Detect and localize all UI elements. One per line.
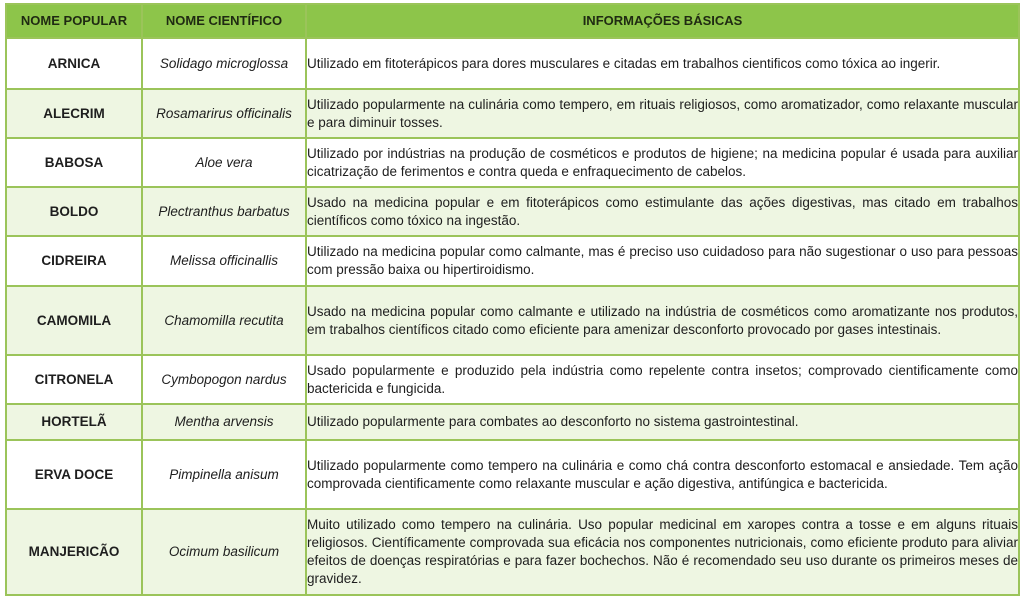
popular-name-cell: ARNICA — [6, 38, 142, 89]
popular-name-cell: ALECRIM — [6, 89, 142, 138]
table-row — [6, 138, 1019, 187]
table-row — [6, 38, 1019, 89]
popular-name-cell: BABOSA — [6, 138, 142, 187]
header-popular-name: NOME POPULAR — [6, 4, 142, 38]
scientific-name-cell: Ocimum basilicum — [142, 509, 306, 595]
table-row — [6, 89, 1019, 138]
scientific-name-cell: Solidago microglossa — [142, 38, 306, 89]
scientific-name-cell: Mentha arvensis — [142, 404, 306, 440]
table-row — [6, 286, 1019, 355]
header-scientific-name: NOME CIENTÍFICO — [142, 4, 306, 38]
scientific-name-cell: Melissa officinallis — [142, 236, 306, 286]
scientific-name-cell: Plectranthus barbatus — [142, 187, 306, 236]
popular-name-cell: BOLDO — [6, 187, 142, 236]
popular-name-cell: MANJERICÃO — [6, 509, 142, 595]
popular-name-cell: CAMOMILA — [6, 286, 142, 355]
table-row — [6, 187, 1019, 236]
basic-info-cell: Usado popularmente e produzido pela indústria como repelente contra insetos; comprovado cientificamente como bactericida e fungicida. — [306, 355, 1019, 404]
scientific-name-cell: Rosamarirus officinalis — [142, 89, 306, 138]
table-row — [6, 355, 1019, 404]
plants-table — [5, 3, 1020, 596]
table-header — [6, 4, 1019, 38]
basic-info-cell: Usado na medicina popular como calmante e utilizado na indústria de cosméticos como aromatizante nos produtos, em trabalhos científicos citado como eficiente para amenizar desconforto provocado por gases intestinais. — [306, 286, 1019, 355]
basic-info-cell: Muito utilizado como tempero na culinária. Uso popular medicinal em xaropes contra a tosse e em alguns rituais religiosos. Científicamente comprovada sua eficácia nos componentes nutricionais, como eficiente produto para aliviar efeitos de doenças respiratórias e para fazer bochechos. Não é recomendado seu uso durante os primeiros meses de gravidez. — [306, 509, 1019, 595]
table-row — [6, 440, 1019, 509]
basic-info-cell: Utilizado popularmente para combates ao desconforto no sistema gastrointestinal. — [306, 404, 1019, 440]
table-row — [6, 509, 1019, 595]
header-basic-info: INFORMAÇÕES BÁSICAS — [306, 4, 1019, 38]
basic-info-cell: Utilizado na medicina popular como calmante, mas é preciso uso cuidadoso para não sugestionar o uso para pessoas com pressão baixa ou hipertiroidismo. — [306, 236, 1019, 286]
scientific-name-cell: Aloe vera — [142, 138, 306, 187]
basic-info-cell: Utilizado popularmente como tempero na culinária e como chá contra desconforto estomacal e ansiedade. Tem ação comprovada cientificamente como relaxante muscular e ação digestiva, antifúngica e bactericida. — [306, 440, 1019, 509]
basic-info-cell: Utilizado popularmente na culinária como tempero, em rituais religiosos, como aromatizador, como relaxante muscular e para diminuir tosses. — [306, 89, 1019, 138]
basic-info-cell: Usado na medicina popular e em fitoterápicos como estimulante das ações digestivas, mas citado em trabalhos científicos como tóxico na ingestão. — [306, 187, 1019, 236]
popular-name-cell: CIDREIRA — [6, 236, 142, 286]
table-row — [6, 404, 1019, 440]
table-body — [6, 38, 1019, 595]
basic-info-cell: Utilizado em fitoterápicos para dores musculares e citadas em trabalhos cientificos como tóxica ao ingerir. — [306, 38, 1019, 89]
header-row — [6, 4, 1019, 38]
popular-name-cell: HORTELÃ — [6, 404, 142, 440]
table-row — [6, 236, 1019, 286]
scientific-name-cell: Cymbopogon nardus — [142, 355, 306, 404]
scientific-name-cell: Pimpinella anisum — [142, 440, 306, 509]
popular-name-cell: ERVA DOCE — [6, 440, 142, 509]
popular-name-cell: CITRONELA — [6, 355, 142, 404]
basic-info-cell: Utilizado por indústrias na produção de cosméticos e produtos de higiene; na medicina popular é usada para auxiliar cicatrização de ferimentos e contra queda e enfraquecimento de cabelos. — [306, 138, 1019, 187]
scientific-name-cell: Chamomilla recutita — [142, 286, 306, 355]
